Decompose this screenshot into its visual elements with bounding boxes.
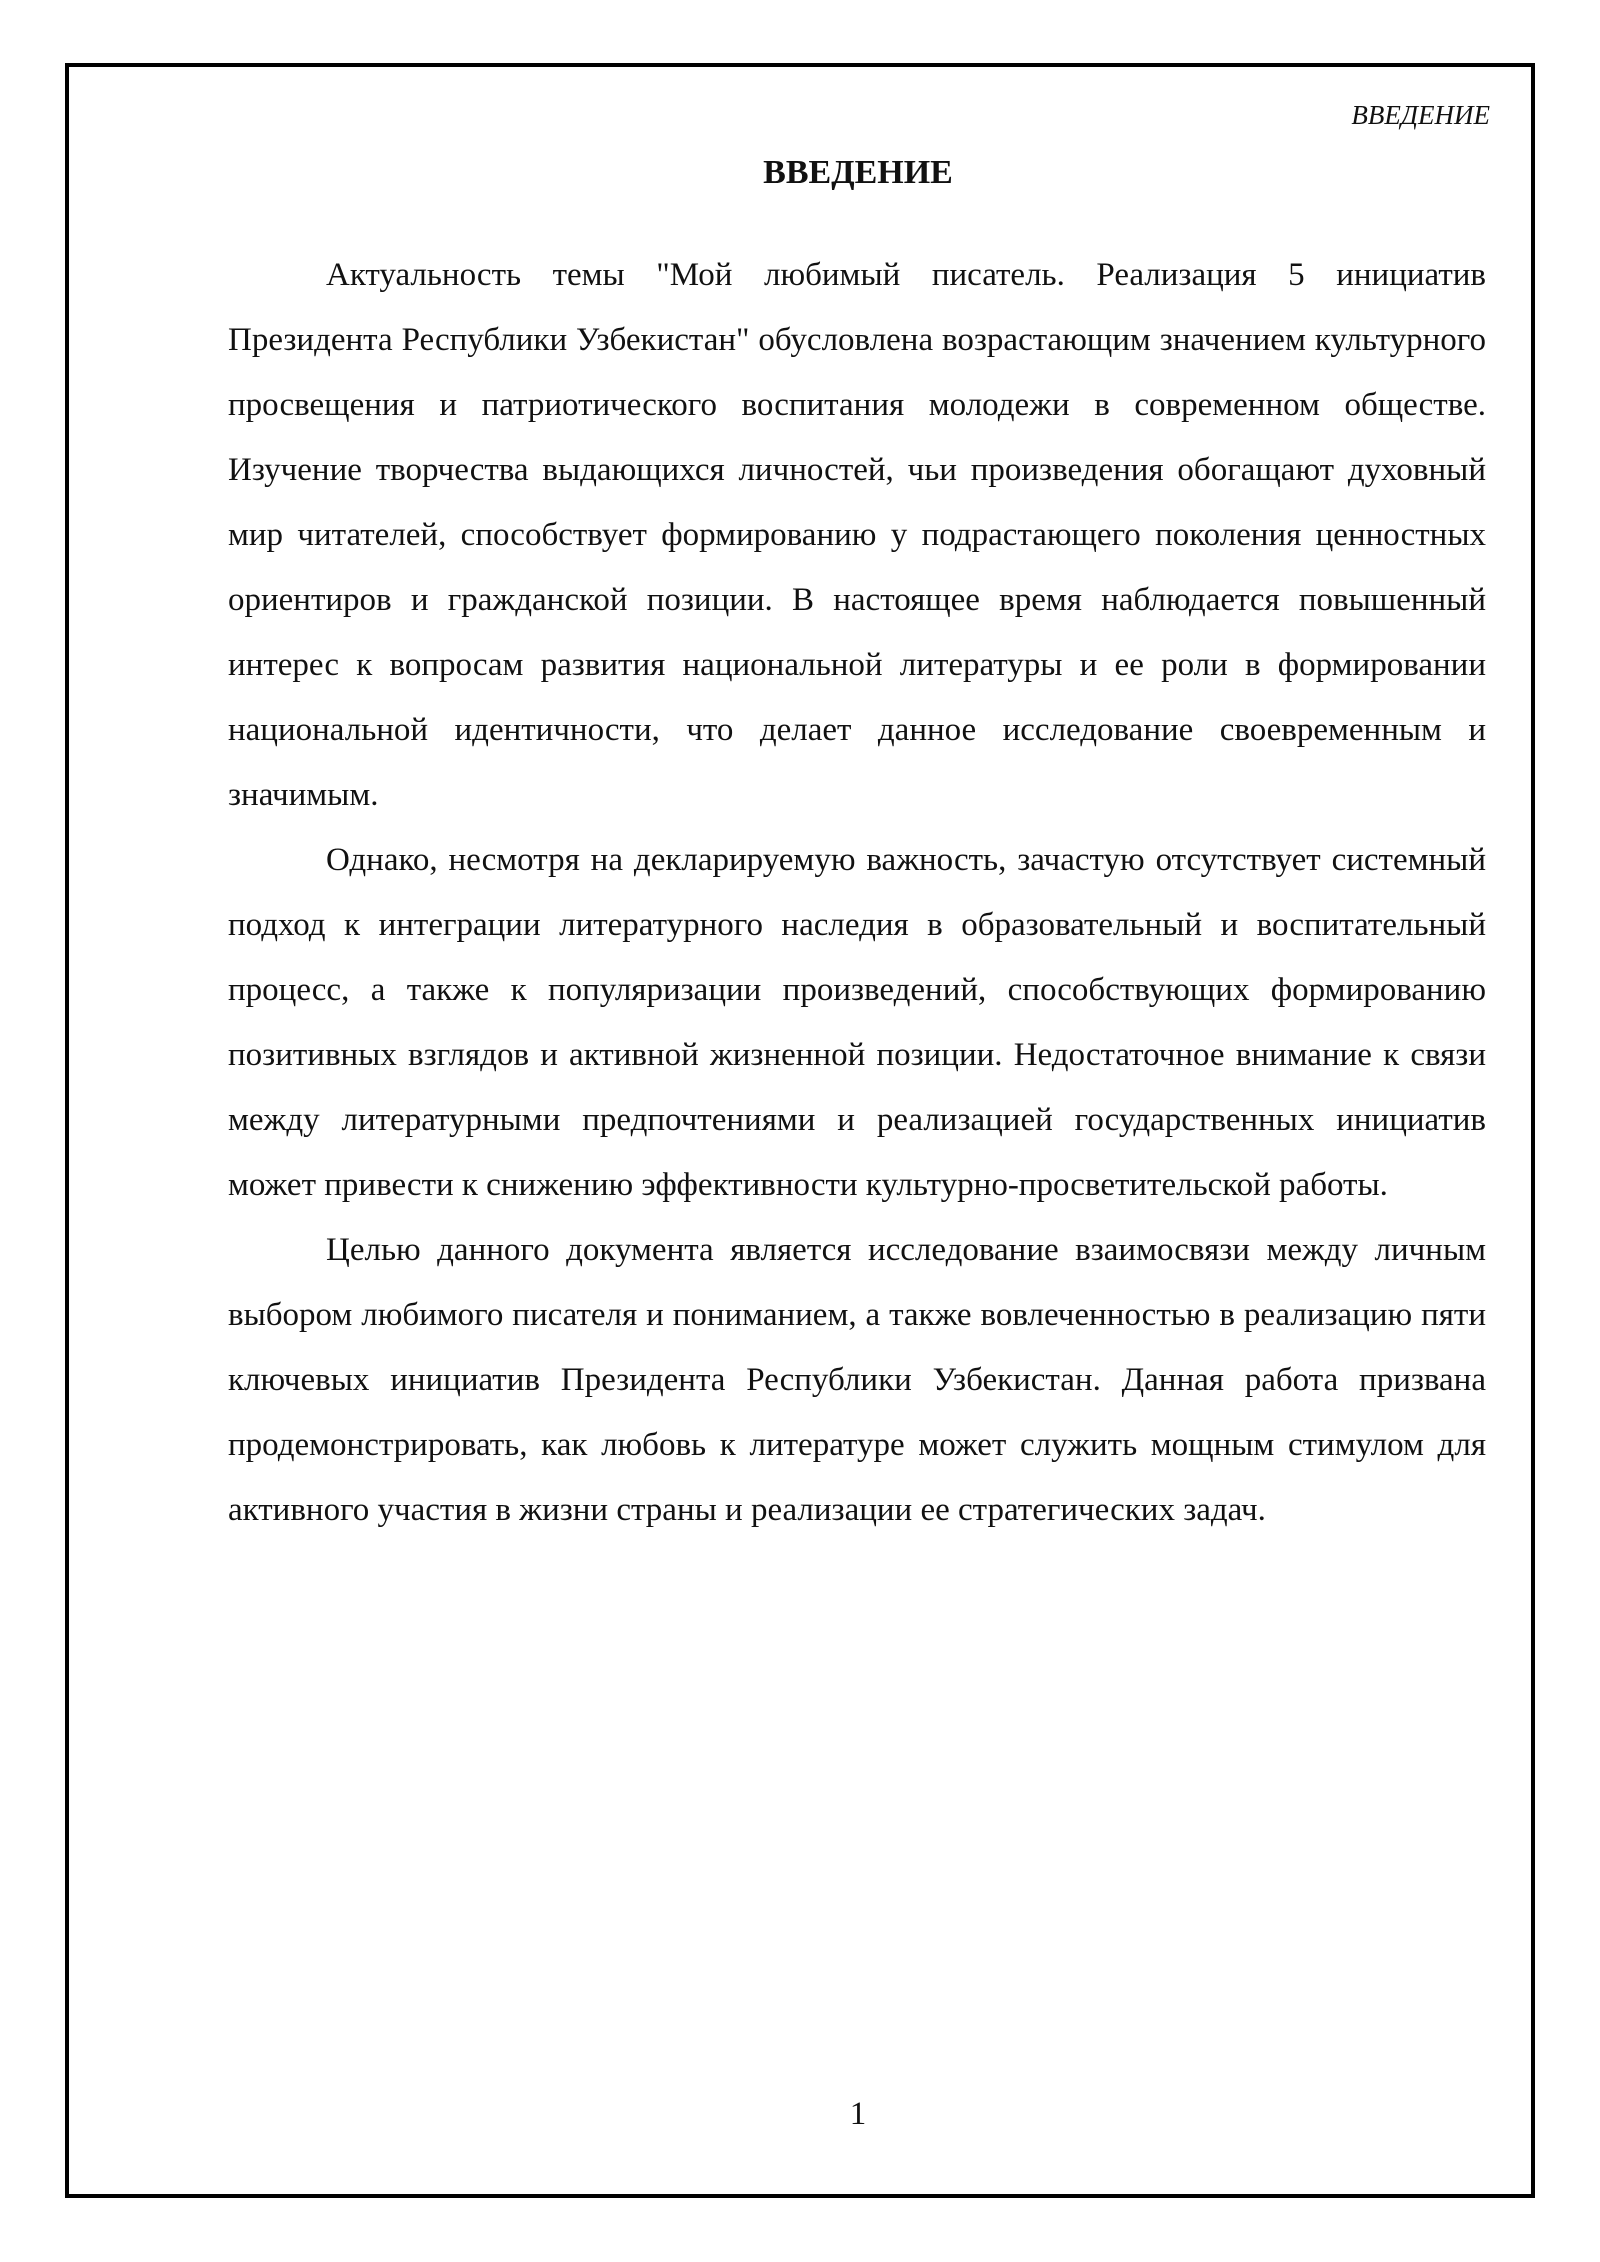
paragraph-relevance: Актуальность темы "Мой любимый писатель. Реализация 5 инициатив Президента Республики Узбекистан" обусловлена возрастающим значением культурного просвещения и патриотического воспитания молодежи в современном обществе. Изучение творчества выдающихся личностей, чьи произведения обогащают духовный мир читателей, способствует формированию у подрастающего поколения ценностных ориентиров и гражданской позиции. В настоящее время наблюдается повышенный интерес к вопросам развития национальной литературы и ее роли в формировании национальной идентичности, что делает данное исследование своевременным и значимым. <box>228 257 1486 813</box>
page-number: 1 <box>849 2096 867 2132</box>
paragraph-problem: Однако, несмотря на декларируемую важность, зачастую отсутствует системный подход к интеграции литературного наследия в образовательный и воспитательный процесс, а также к популяризации произведений, способствующих формированию позитивных взглядов и активной жизненной позиции. Недостаточное внимание к связи между литературными предпочтениями и реализацией государственных инициатив может привести к снижению эффективности культурно-просветительской работы. <box>228 842 1486 1203</box>
running-header: ВВЕДЕНИЕ <box>1351 100 1490 130</box>
page-title: ВВЕДЕНИЕ <box>763 154 953 191</box>
paragraph-goal: Целью данного документа является исследование взаимосвязи между личным выбором любимого писателя и пониманием, а также вовлеченностью в реализацию пяти ключевых инициатив Президента Республики Узбекистан. Данная работа призвана продемонстрировать, как любовь к литературе может служить мощным стимулом для активного участия в жизни страны и реализации ее стратегических задач. <box>228 1232 1486 1528</box>
body-text <box>228 243 1486 1543</box>
